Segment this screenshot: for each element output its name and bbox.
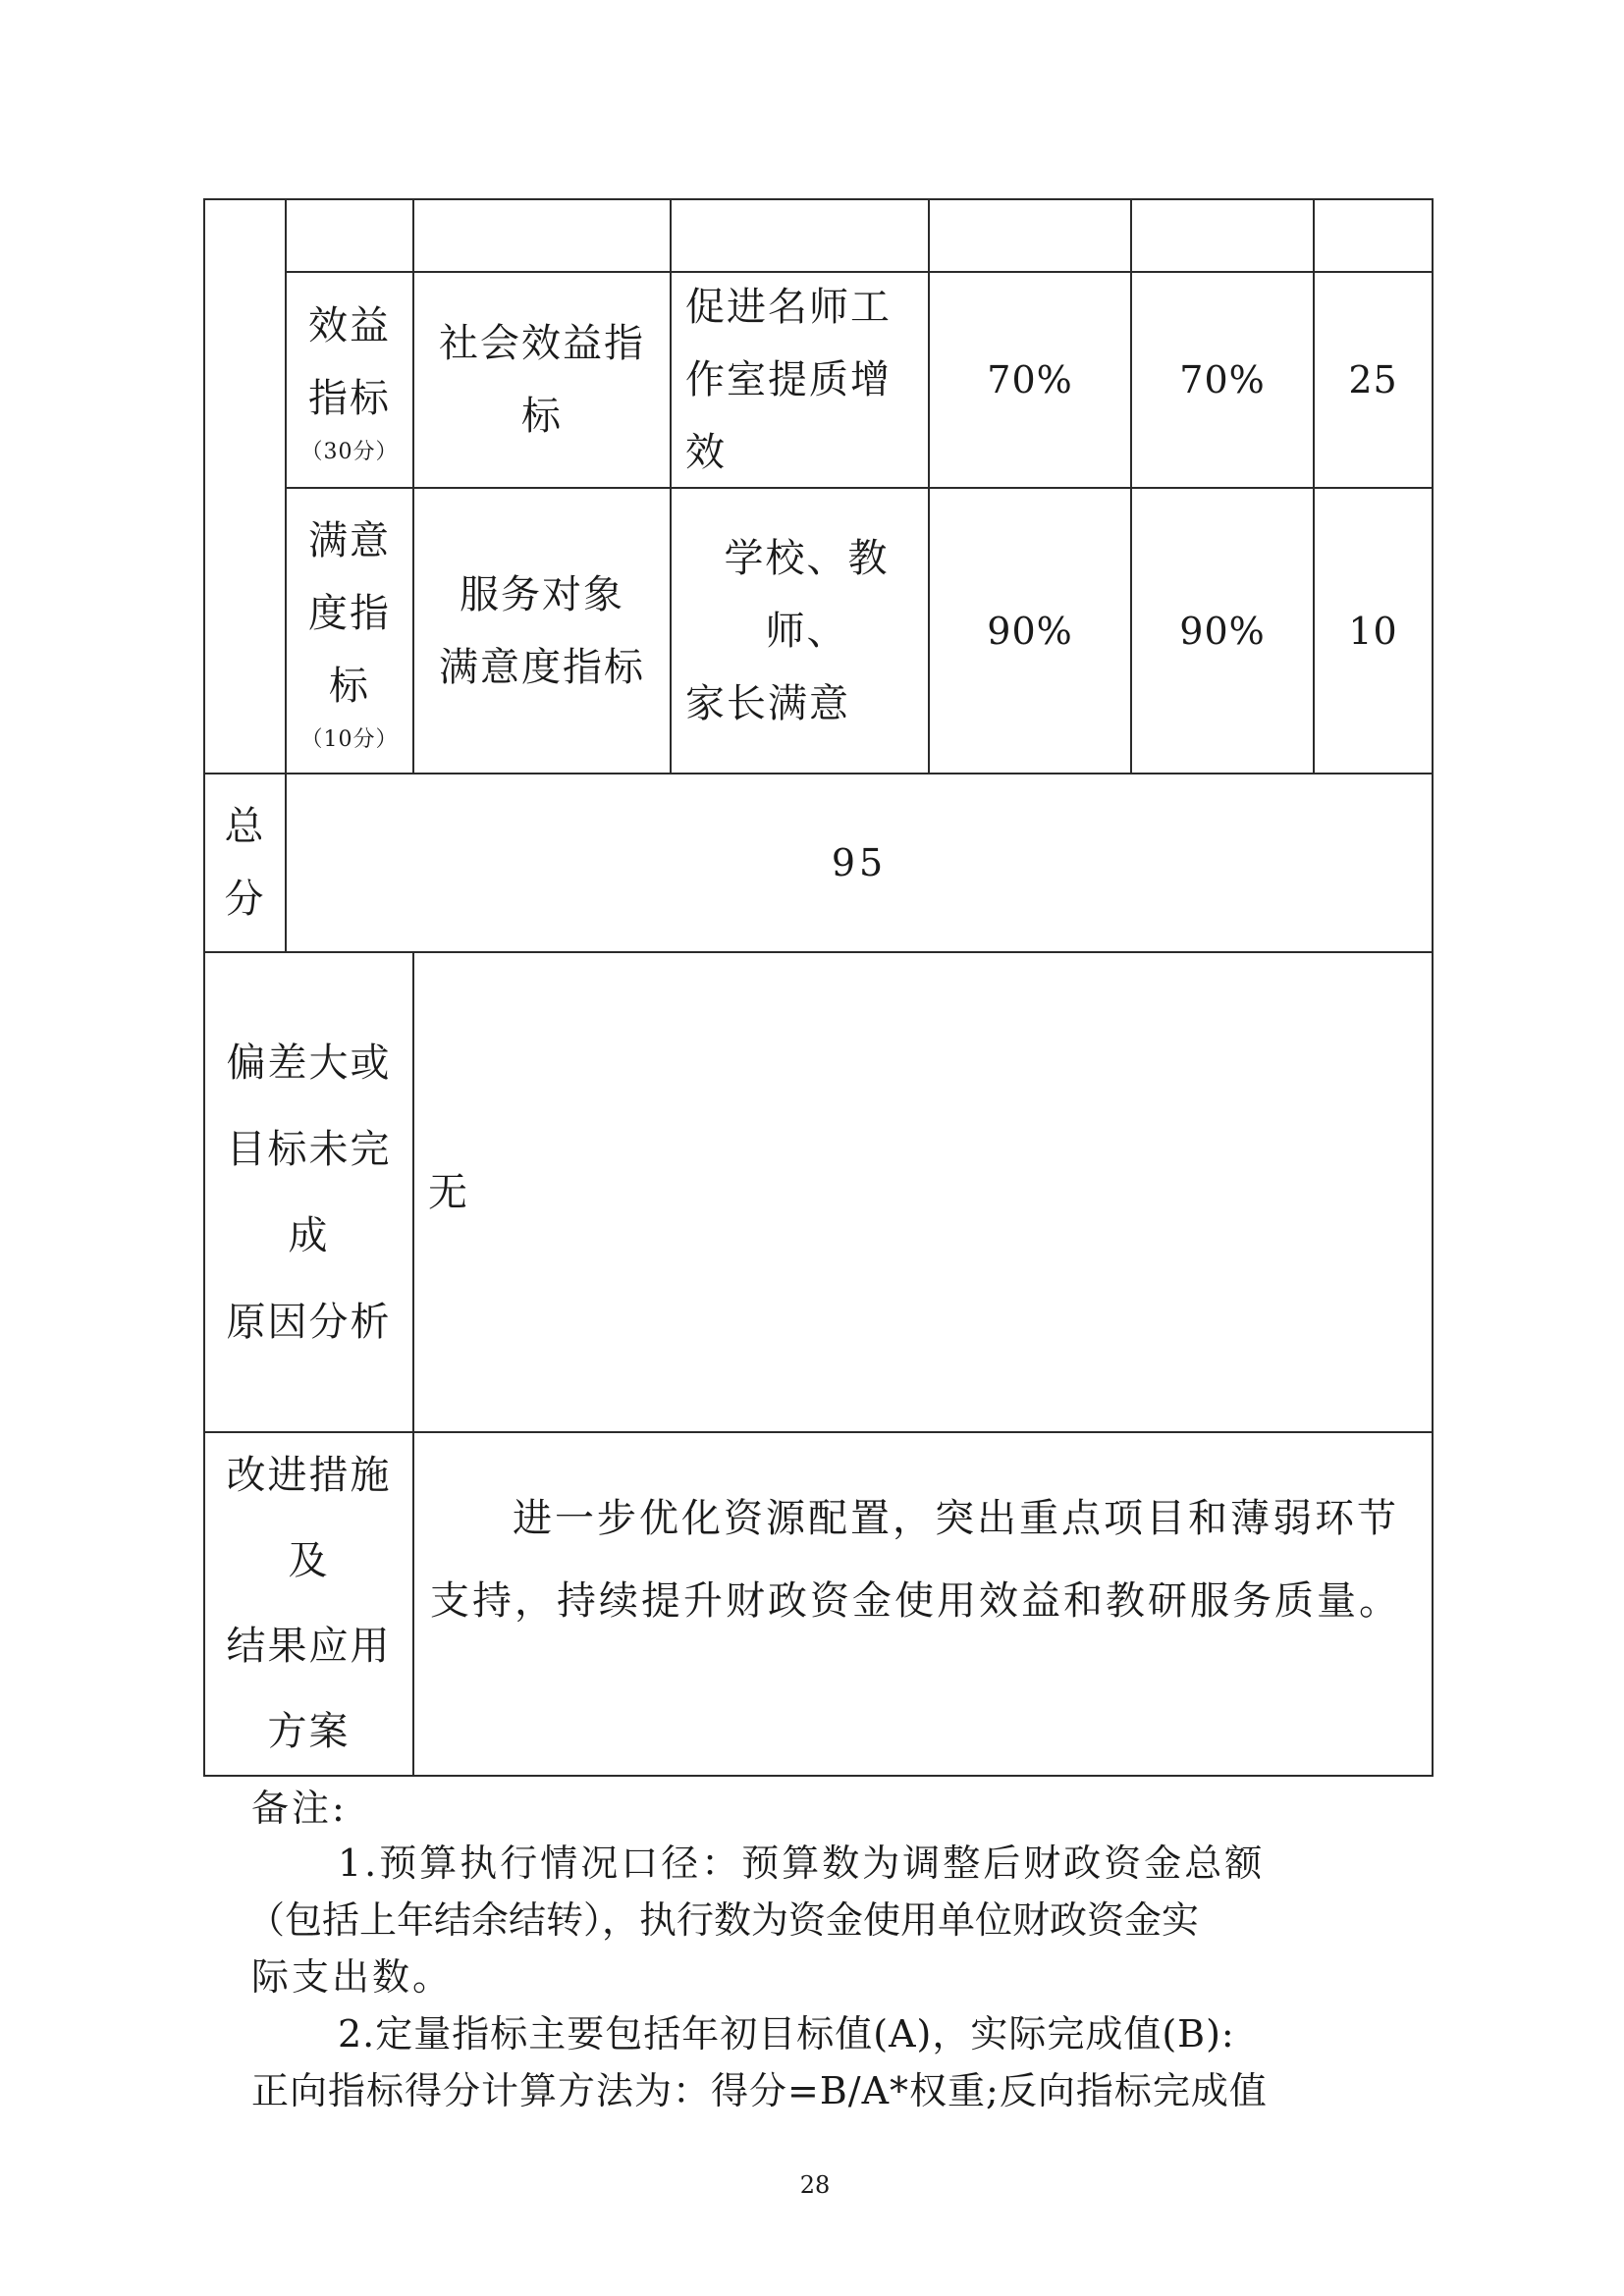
notes-item2-line1: 2.定量指标主要包括年初目标值(A)，实际完成值(B): — [338, 2012, 1235, 2056]
satisfaction-category-line2: 度指 — [308, 590, 391, 636]
satisfaction-sub-line2: 满意度指标 — [439, 644, 645, 690]
satisfaction-target-value: 90% — [987, 609, 1073, 653]
deviation-label-line3: 成 — [288, 1212, 330, 1258]
benefit-category-line1: 效益 — [308, 303, 391, 348]
satisfaction-category-line1: 满意 — [308, 517, 391, 563]
notes-item1-line2: （包括上年结余结转），执行数为资金使用单位财政资金实 — [247, 1898, 1200, 1942]
satisfaction-sub-line1: 服务对象 — [460, 571, 624, 617]
benefit-sub-line2: 标 — [521, 394, 563, 439]
benefit-target-value: 70% — [987, 358, 1073, 401]
deviation-content: 无 — [428, 1169, 469, 1215]
notes-item2-line2: 正向指标得分计算方法为：得分=B/A*权重;反向指标完成值 — [251, 2069, 1268, 2112]
table-rule — [203, 198, 1434, 200]
satisfaction-category-score: （10分） — [300, 726, 399, 752]
benefit-category-score: （30分） — [300, 440, 399, 464]
deviation-label-cell — [205, 953, 412, 1431]
benefit-subcategory-cell — [414, 273, 670, 487]
deviation-label-line2: 目标未完 — [226, 1126, 392, 1172]
notes-item1-line1: 1.预算执行情况口径：预算数为调整后财政资金总额 — [338, 1842, 1266, 1885]
improvement-label-line1: 改进措施 — [226, 1453, 392, 1498]
satisfaction-category-line3: 标 — [329, 663, 370, 709]
benefit-category-cell — [287, 273, 412, 487]
total-score-value: 95 — [831, 841, 888, 884]
benefit-indicator-line2: 作室提质增 — [685, 357, 892, 402]
page-number: 28 — [799, 2171, 831, 2199]
improvement-content-line2: 支持，持续提升财政资金使用效益和教研服务质量。 — [430, 1578, 1401, 1624]
satisfaction-indicator-cell — [672, 489, 928, 773]
table-rule — [203, 1775, 1434, 1777]
improvement-content-cell — [414, 1433, 1432, 1775]
satisfaction-indicator-line2: 家长满意 — [685, 680, 850, 726]
total-label-cell — [205, 774, 285, 951]
total-label-line1: 总 — [224, 804, 266, 849]
benefit-score-value: 25 — [1348, 358, 1398, 401]
satisfaction-indicator-line1: 学校、教师、 — [724, 535, 890, 654]
benefit-category-line2: 指标 — [308, 376, 391, 421]
satisfaction-subcategory-cell — [414, 489, 670, 773]
total-label-line2: 分 — [224, 877, 266, 922]
satisfaction-category-cell — [287, 489, 412, 773]
benefit-indicator-line1: 促进名师工 — [685, 285, 892, 330]
improvement-label-line2: 及 — [288, 1538, 330, 1583]
improvement-label-cell — [205, 1433, 412, 1775]
table-rule — [1432, 198, 1434, 1777]
notes-item1-line3: 际支出数。 — [251, 1955, 454, 1999]
improvement-label-line4: 方案 — [267, 1709, 351, 1754]
satisfaction-actual-value: 90% — [1179, 609, 1266, 653]
deviation-content-cell — [414, 953, 1432, 1431]
benefit-indicator-line3: 效 — [685, 430, 727, 475]
deviation-label-line1: 偏差大或 — [226, 1040, 392, 1086]
improvement-content-line1: 进一步优化资源配置，突出重点项目和薄弱环节 — [513, 1496, 1399, 1541]
deviation-label-line4: 原因分析 — [226, 1299, 392, 1345]
notes-title: 备注: — [251, 1787, 348, 1830]
benefit-sub-line1: 社会效益指 — [439, 321, 645, 366]
benefit-actual-value: 70% — [1179, 358, 1266, 401]
improvement-label-line3: 结果应用 — [226, 1624, 392, 1669]
benefit-indicator-cell — [672, 273, 928, 487]
satisfaction-score-value: 10 — [1348, 609, 1398, 653]
